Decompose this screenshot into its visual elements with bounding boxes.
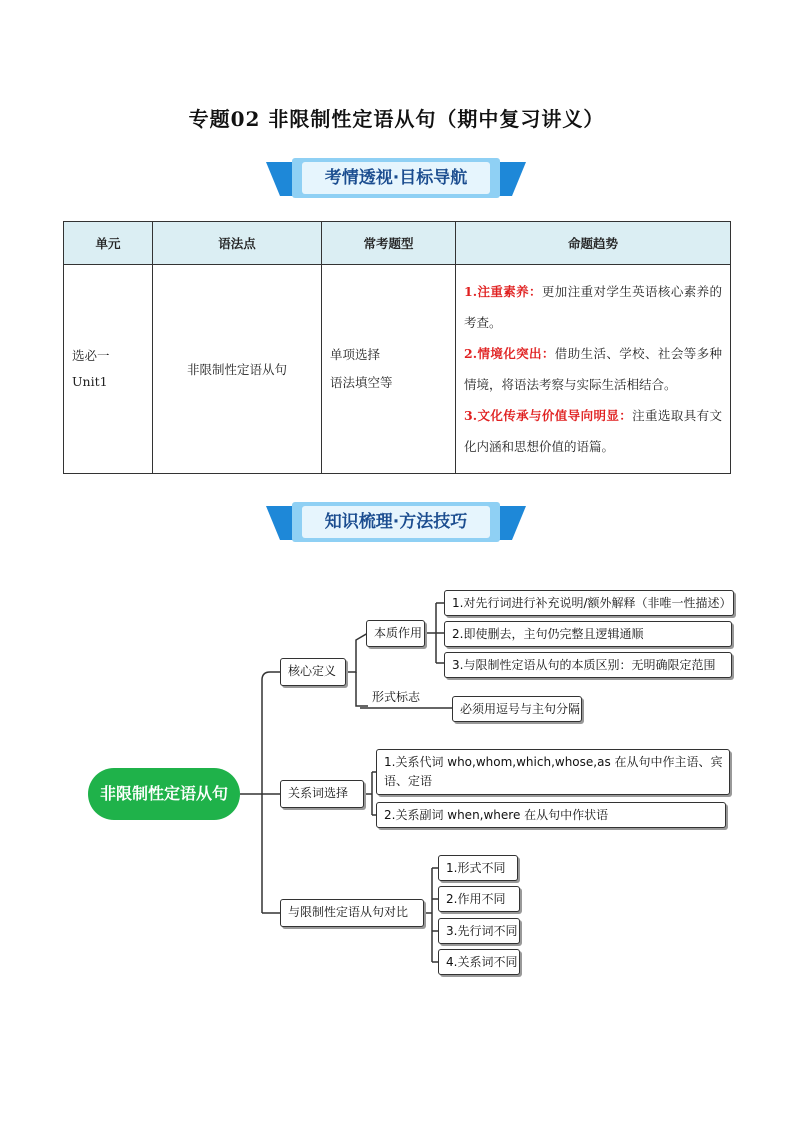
trend-label: 3.文化传承与价值导向明显： bbox=[464, 408, 633, 423]
relative-item-line: 语、定语 bbox=[384, 774, 433, 788]
node-comparison: 与限制性定语从句对比 bbox=[280, 899, 424, 927]
banner-text: 考情透视·目标导航 bbox=[324, 168, 468, 188]
node-comparison-item-4: 4.关系词不同 bbox=[438, 949, 520, 975]
node-essence-item-1: 1.对先行词进行补充说明/额外解释（非唯一性描述） bbox=[444, 590, 734, 616]
node-comparison-item-2: 2.作用不同 bbox=[438, 886, 520, 912]
question-type: 单项选择 bbox=[330, 347, 381, 362]
node-essence-item-2: 2.即使删去，主句仍完整且逻辑通顺 bbox=[444, 621, 732, 647]
unit-book: 选必一 bbox=[72, 348, 110, 363]
trend-label: 1.注重素养： bbox=[464, 284, 542, 299]
node-relative-item-2: 2.关系副词 when,where 在从句中作状语 bbox=[376, 802, 726, 828]
header-unit: 单元 bbox=[64, 222, 153, 265]
relative-item-line: 1.关系代词 who,whom,which,whose,as 在从句中作主语、宾 bbox=[384, 755, 723, 769]
cell-grammar-point: 非限制性定语从句 bbox=[153, 265, 322, 474]
mind-map-root: 非限制性定语从句 bbox=[88, 768, 240, 820]
trend-text: 借助生活、学校、社会等多种情境，将语法考察与实际生活相结合。 bbox=[464, 346, 722, 392]
node-essence-item-3: 3.与限制性定语从句的本质区别：无明确限定范围 bbox=[444, 652, 732, 678]
page-title: 专题02 非限制性定语从句（期中复习讲义） bbox=[188, 107, 605, 131]
trend-label: 2.情境化突出： bbox=[464, 346, 555, 361]
node-core-definition: 核心定义 bbox=[280, 658, 346, 686]
node-comparison-item-1: 1.形式不同 bbox=[438, 855, 518, 881]
node-relative-choice: 关系词选择 bbox=[280, 780, 364, 808]
header-grammar-point: 语法点 bbox=[153, 222, 322, 265]
trend-text: 更加注重对学生英语核心素养的考查。 bbox=[464, 284, 722, 330]
header-question-types: 常考题型 bbox=[322, 222, 456, 265]
unit-number: Unit1 bbox=[72, 374, 108, 389]
node-form-mark: 形式标志 bbox=[372, 690, 421, 704]
banner-text: 知识梳理·方法技巧 bbox=[324, 512, 468, 532]
node-form-item: 必须用逗号与主句分隔 bbox=[452, 696, 582, 722]
node-comparison-item-3: 3.先行词不同 bbox=[438, 918, 520, 944]
node-relative-item-1 bbox=[376, 749, 730, 795]
header-trends: 命题趋势 bbox=[456, 222, 731, 265]
question-type: 语法填空等 bbox=[330, 375, 393, 390]
trend-text: 注重选取具有文化内涵和思想价值的语篇。 bbox=[464, 408, 722, 454]
node-essence: 本质作用 bbox=[366, 620, 425, 647]
